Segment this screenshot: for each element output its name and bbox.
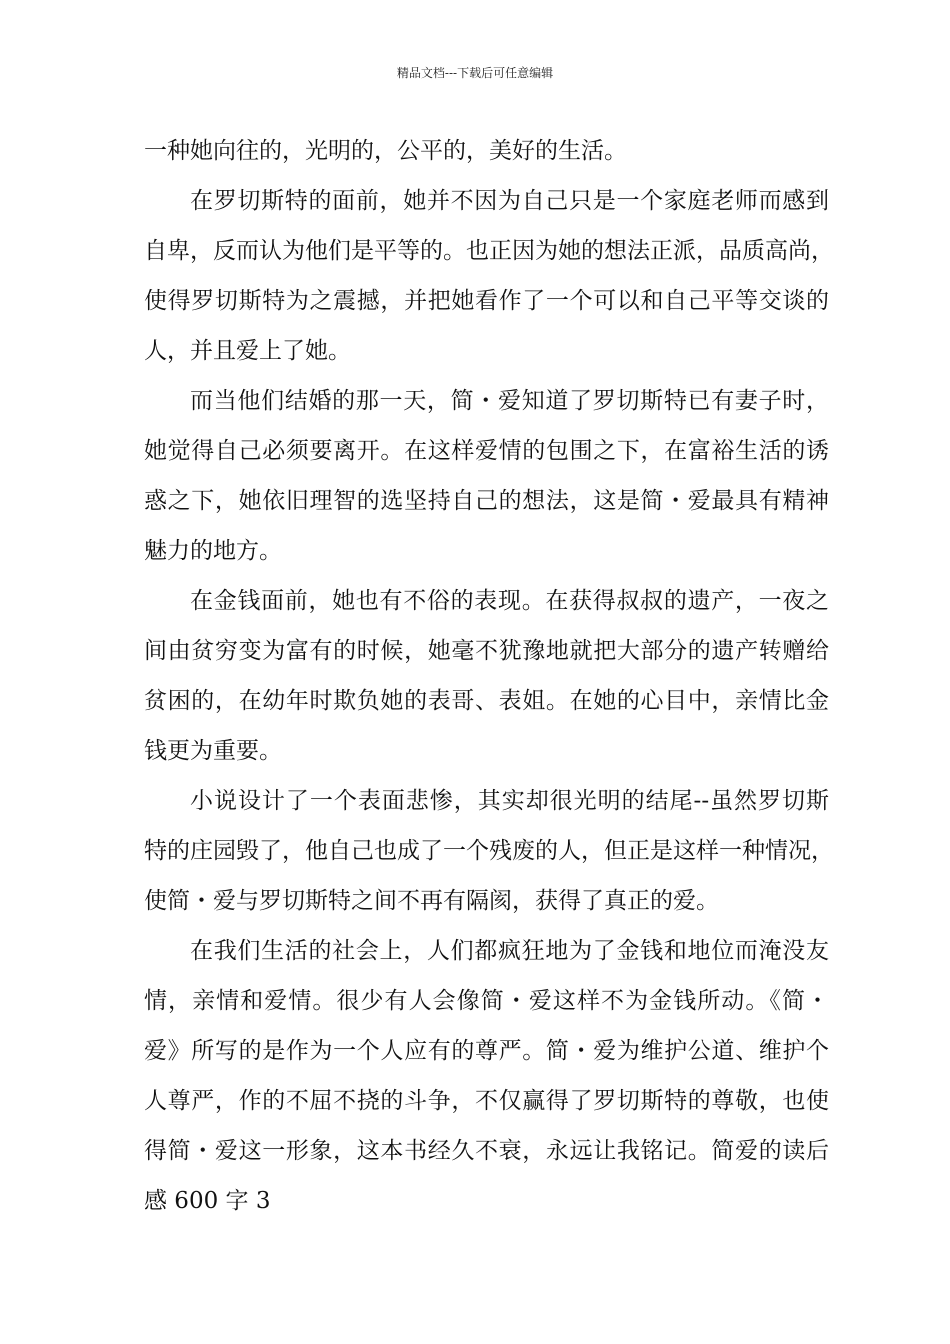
text-line: 间由贫穷变为富有的时候，她毫不犹豫地就把大部分的遗产转赠给 [144,638,829,664]
text-line: 自卑，反而认为他们是平等的。也正因为她的想法正派，品质高尚， [144,238,834,264]
text-line: 爱》所写的是作为一个人应有的尊严。简・爱为维护公道、维护个 [144,1038,829,1064]
page-header: 精品文档---下载后可任意编辑 [396,66,554,80]
text-line: 人尊严，作的不屈不挠的斗争，不仅赢得了罗切斯特的尊敬，也使 [144,1088,829,1114]
document-body [144,126,834,1226]
text-line: 而当他们结婚的那一天，简・爱知道了罗切斯特已有妻子时， [190,388,829,414]
text-line: 钱更为重要。 [144,738,282,764]
text-line: 情，亲情和爱情。很少有人会像简・爱这样不为金钱所动。《简・ [144,988,829,1014]
text-line: 得简・爱这一形象，这本书经久不衰，永远让我铭记。简爱的读后 [144,1138,829,1164]
text-line: 感 600 字 3 [144,1188,271,1214]
text-line: 贫困的，在幼年时欺负她的表哥、表姐。在她的心目中，亲情比金 [144,688,829,714]
text-line: 她觉得自己必须要离开。在这样爱情的包围之下，在富裕生活的诱 [144,438,829,464]
text-line: 在我们生活的社会上，人们都疯狂地为了金钱和地位而淹没友 [190,938,829,964]
text-line: 使得罗切斯特为之震撼，并把她看作了一个可以和自己平等交谈的 [144,288,829,314]
text-line: 人，并且爱上了她。 [144,338,351,364]
text-line: 一种她向往的，光明的，公平的，美好的生活。 [144,138,627,164]
text-line: 小说设计了一个表面悲惨，其实却很光明的结尾--虽然罗切斯 [190,788,829,814]
text-line: 使简・爱与罗切斯特之间不再有隔阂，获得了真正的爱。 [144,888,719,914]
text-line: 魅力的地方。 [144,538,282,564]
text-line: 在罗切斯特的面前，她并不因为自己只是一个家庭老师而感到 [190,188,829,214]
text-line: 特的庄园毁了，他自己也成了一个残废的人，但正是这样一种情况， [144,838,834,864]
text-line: 在金钱面前，她也有不俗的表现。在获得叔叔的遗产，一夜之 [190,588,829,614]
text-line: 惑之下，她依旧理智的选坚持自己的想法，这是简・爱最具有精神 [144,488,829,514]
